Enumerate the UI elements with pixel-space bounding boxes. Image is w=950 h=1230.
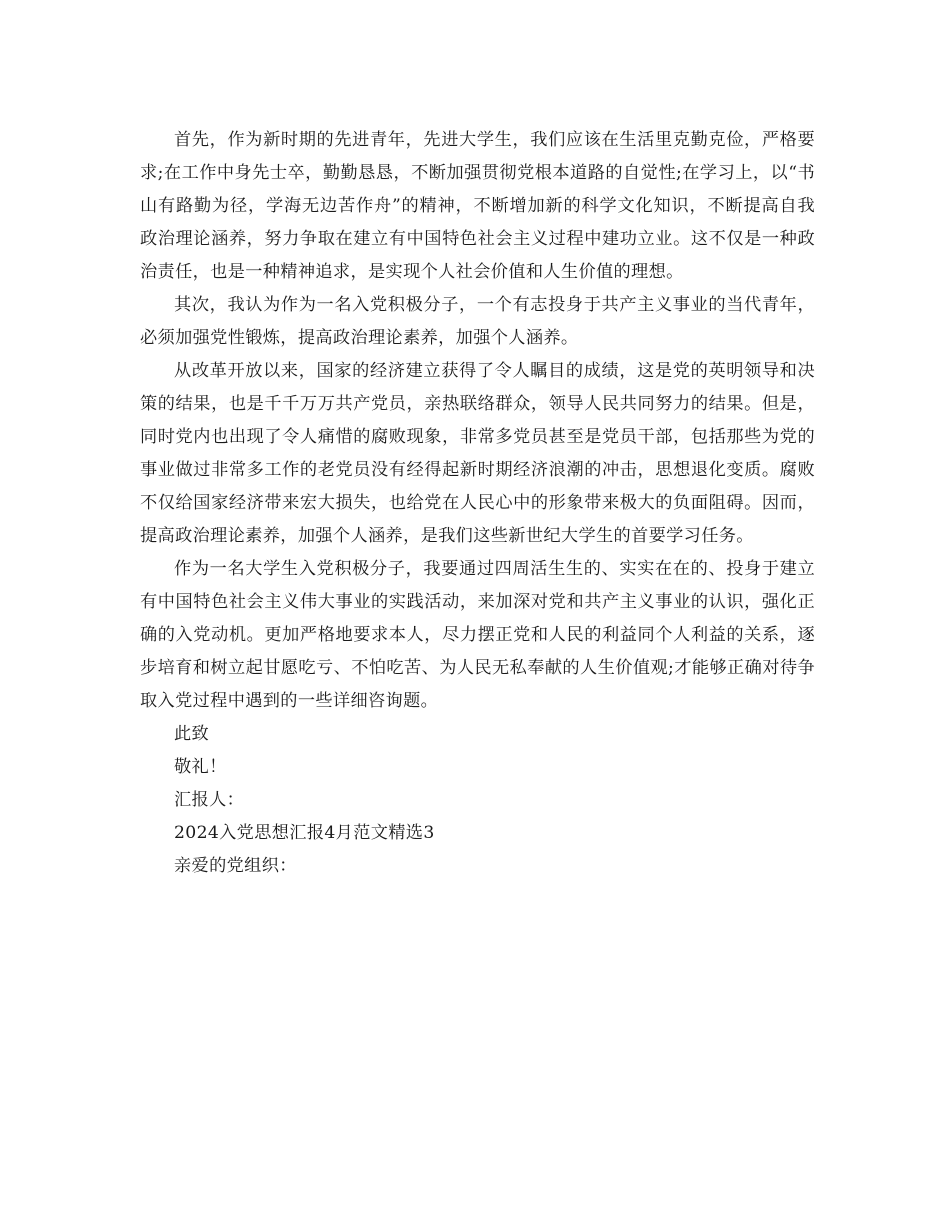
reporter-line: 汇报人： — [174, 790, 245, 810]
document-body — [140, 124, 815, 883]
next-article-title: 2024入党思想汇报4月范文精选3 — [174, 823, 435, 843]
paragraph-2: 其次，我认为作为一名入党积极分子，一个有志投身于共产主义事业的当代青年，必须加强党性锻炼，提高政治理论素养，加强个人涵养。 — [140, 295, 815, 348]
salute-line: 敬礼！ — [174, 757, 227, 777]
closing-line: 此致 — [174, 724, 210, 744]
greeting-line: 亲爱的党组织： — [174, 856, 297, 876]
paragraph-4: 作为一名大学生入党积极分子，我要通过四周活生生的、实实在在的、投身于建立有中国特色社会主义伟大事业的实践活动，来加深对党和共产主义事业的认识，强化正确的入党动机。更加严格地要求本人，尽力摆正党和人民的利益同个人利益的关系，逐步培育和树立起甘愿吃亏、不怕吃苦、为人民无私奉献的人生价值观;才能够正确对待争取入党过程中遇到的一些详细咨询题。 — [140, 559, 815, 711]
paragraph-1: 首先，作为新时期的先进青年，先进大学生，我们应该在生活里克勤克俭，严格要求;在工作中身先士卒，勤勤恳恳，不断加强贯彻党根本道路的自觉性;在学习上，以“书山有路勤为径，学海无边苦作舟”的精神，不断增加新的科学文化知识，不断提高自我政治理论涵养，努力争取在建立有中国特色社会主义过程中建功立业。这不仅是一种政治责任，也是一种精神追求，是实现个人社会价值和人生价值的理想。 — [140, 130, 815, 282]
paragraph-3: 从改革开放以来，国家的经济建立获得了令人瞩目的成绩，这是党的英明领导和决策的结果，也是千千万万共产党员，亲热联络群众，领导人民共同努力的结果。但是，同时党内也出现了令人痛惜的腐败现象，非常多党员甚至是党员干部，包括那些为党的事业做过非常多工作的老党员没有经得起新时期经济浪潮的冲击，思想退化变质。腐败不仅给国家经济带来宏大损失，也给党在人民心中的形象带来极大的负面阻碍。因而，提高政治理论素养，加强个人涵养，是我们这些新世纪大学生的首要学习任务。 — [140, 361, 815, 546]
